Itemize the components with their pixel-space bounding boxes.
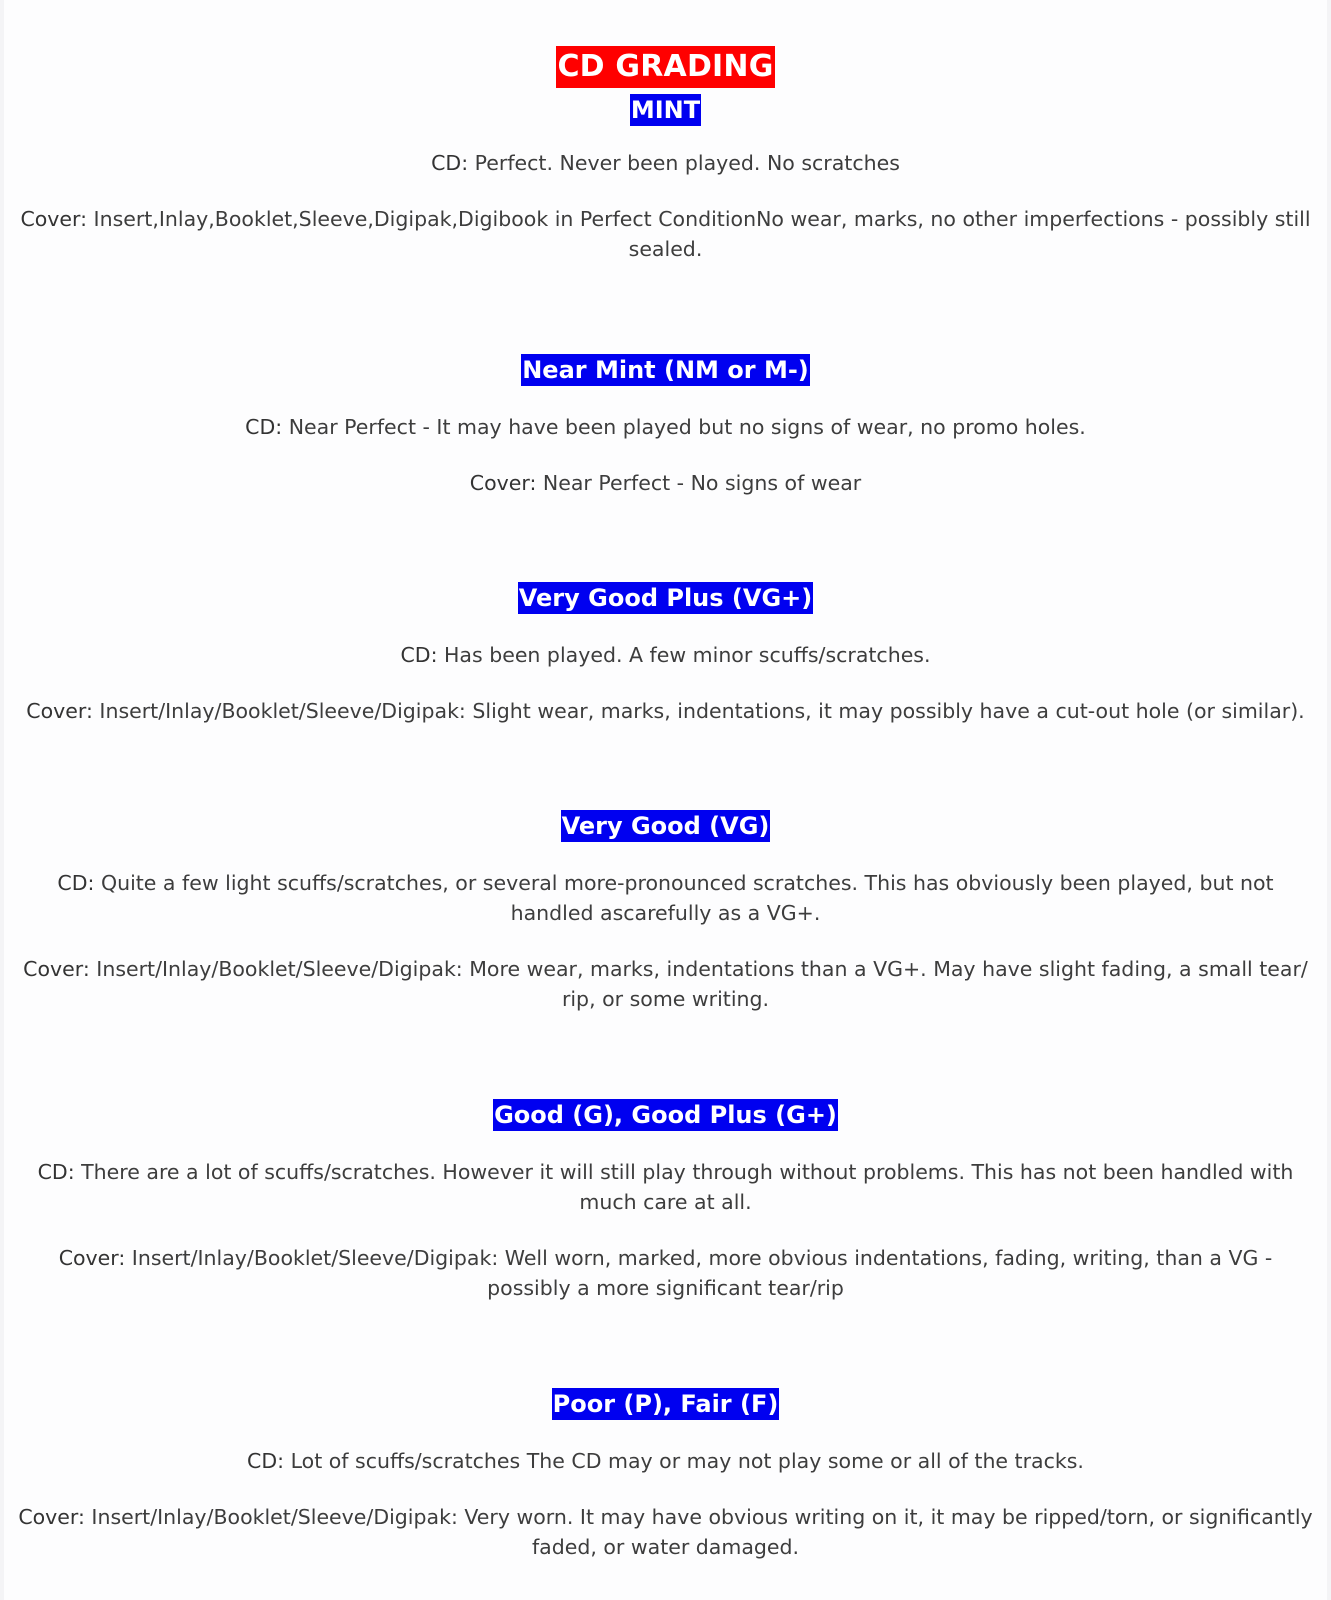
cd-description	[4, 1157, 1327, 1217]
cd-text: Near Perfect - It may have been played but no signs of wear, no promo holes.	[288, 415, 1086, 439]
cover-description	[4, 468, 1327, 498]
grade-heading: Good (G), Good Plus (G+)	[494, 1101, 837, 1129]
cd-label: CD:	[247, 1449, 285, 1473]
grade-section-good	[4, 1099, 1327, 1303]
cover-label: Cover:	[18, 1505, 85, 1529]
cd-label: CD:	[37, 1160, 75, 1184]
cd-label: CD:	[57, 871, 95, 895]
grade-heading: Very Good (VG)	[561, 812, 770, 840]
cover-label: Cover:	[26, 699, 93, 723]
cover-text: Insert,Inlay,Booklet,Sleeve,Digipak,Digibook in Perfect ConditionNo wear, marks, no other imperfections - possibly still sealed.	[93, 207, 1311, 261]
cd-text: Has been played. A few minor scuffs/scratches.	[444, 643, 931, 667]
cd-label: CD:	[431, 151, 469, 175]
cover-text: Insert/Inlay/Booklet/Sleeve/Digipak: Slight wear, marks, indentations, it may possibly have a cut-out hole (or similar).	[99, 699, 1305, 723]
cover-text: Insert/Inlay/Booklet/Sleeve/Digipak: More wear, marks, indentations than a VG+. May have slight fading, a small tear/ rip, or some writing.	[96, 957, 1308, 1011]
cover-description	[4, 696, 1327, 726]
cd-description	[4, 412, 1327, 442]
grade-section-mint	[4, 94, 1327, 264]
cover-description	[4, 954, 1327, 1014]
grade-section-near-mint	[4, 354, 1327, 498]
cover-label: Cover:	[469, 471, 537, 495]
cd-description	[4, 1446, 1327, 1476]
cover-text: Insert/Inlay/Booklet/Sleeve/Digipak: Very worn. It may have obvious writing on it, it may be ripped/torn, or significantly faded, or water damaged.	[91, 1505, 1313, 1559]
grade-heading: Near Mint (NM or M-)	[522, 356, 809, 384]
cover-text: Near Perfect - No signs of wear	[542, 471, 862, 495]
cd-description	[4, 148, 1327, 178]
cd-text: There are a lot of scuffs/scratches. However it will still play through without problems. This has not been handled with much care at all.	[81, 1160, 1294, 1214]
grade-heading: MINT	[630, 96, 701, 124]
cover-description	[4, 204, 1327, 264]
cd-label: CD:	[400, 643, 438, 667]
grade-section-very-good-plus	[4, 582, 1327, 726]
grade-heading: Very Good Plus (VG+)	[518, 584, 813, 612]
grade-section-poor	[4, 1388, 1327, 1562]
cd-text: Perfect. Never been played. No scratches	[474, 151, 900, 175]
cd-label: CD:	[245, 415, 283, 439]
cd-description	[4, 868, 1327, 928]
cover-description	[4, 1502, 1327, 1562]
cover-text: Insert/Inlay/Booklet/Sleeve/Digipak: Well worn, marked, more obvious indentations, fading, writing, than a VG - possibly a more significant tear/rip	[131, 1246, 1273, 1300]
cd-text: Quite a few light scuffs/scratches, or several more-pronounced scratches. This has obviously been played, but not handled ascarefully as a VG+.	[100, 871, 1274, 925]
cover-label: Cover:	[20, 207, 88, 231]
cover-label: Cover:	[58, 1246, 126, 1270]
cd-description	[4, 640, 1327, 670]
cover-label: Cover:	[23, 957, 90, 981]
title-block	[4, 46, 1327, 88]
page-title: CD GRADING	[556, 46, 774, 88]
cover-description	[4, 1243, 1327, 1303]
grade-heading: Poor (P), Fair (F)	[552, 1390, 779, 1418]
grade-section-very-good	[4, 810, 1327, 1014]
grading-page	[4, 0, 1327, 1600]
cd-text: Lot of scuffs/scratches The CD may or may not play some or all of the tracks.	[290, 1449, 1084, 1473]
